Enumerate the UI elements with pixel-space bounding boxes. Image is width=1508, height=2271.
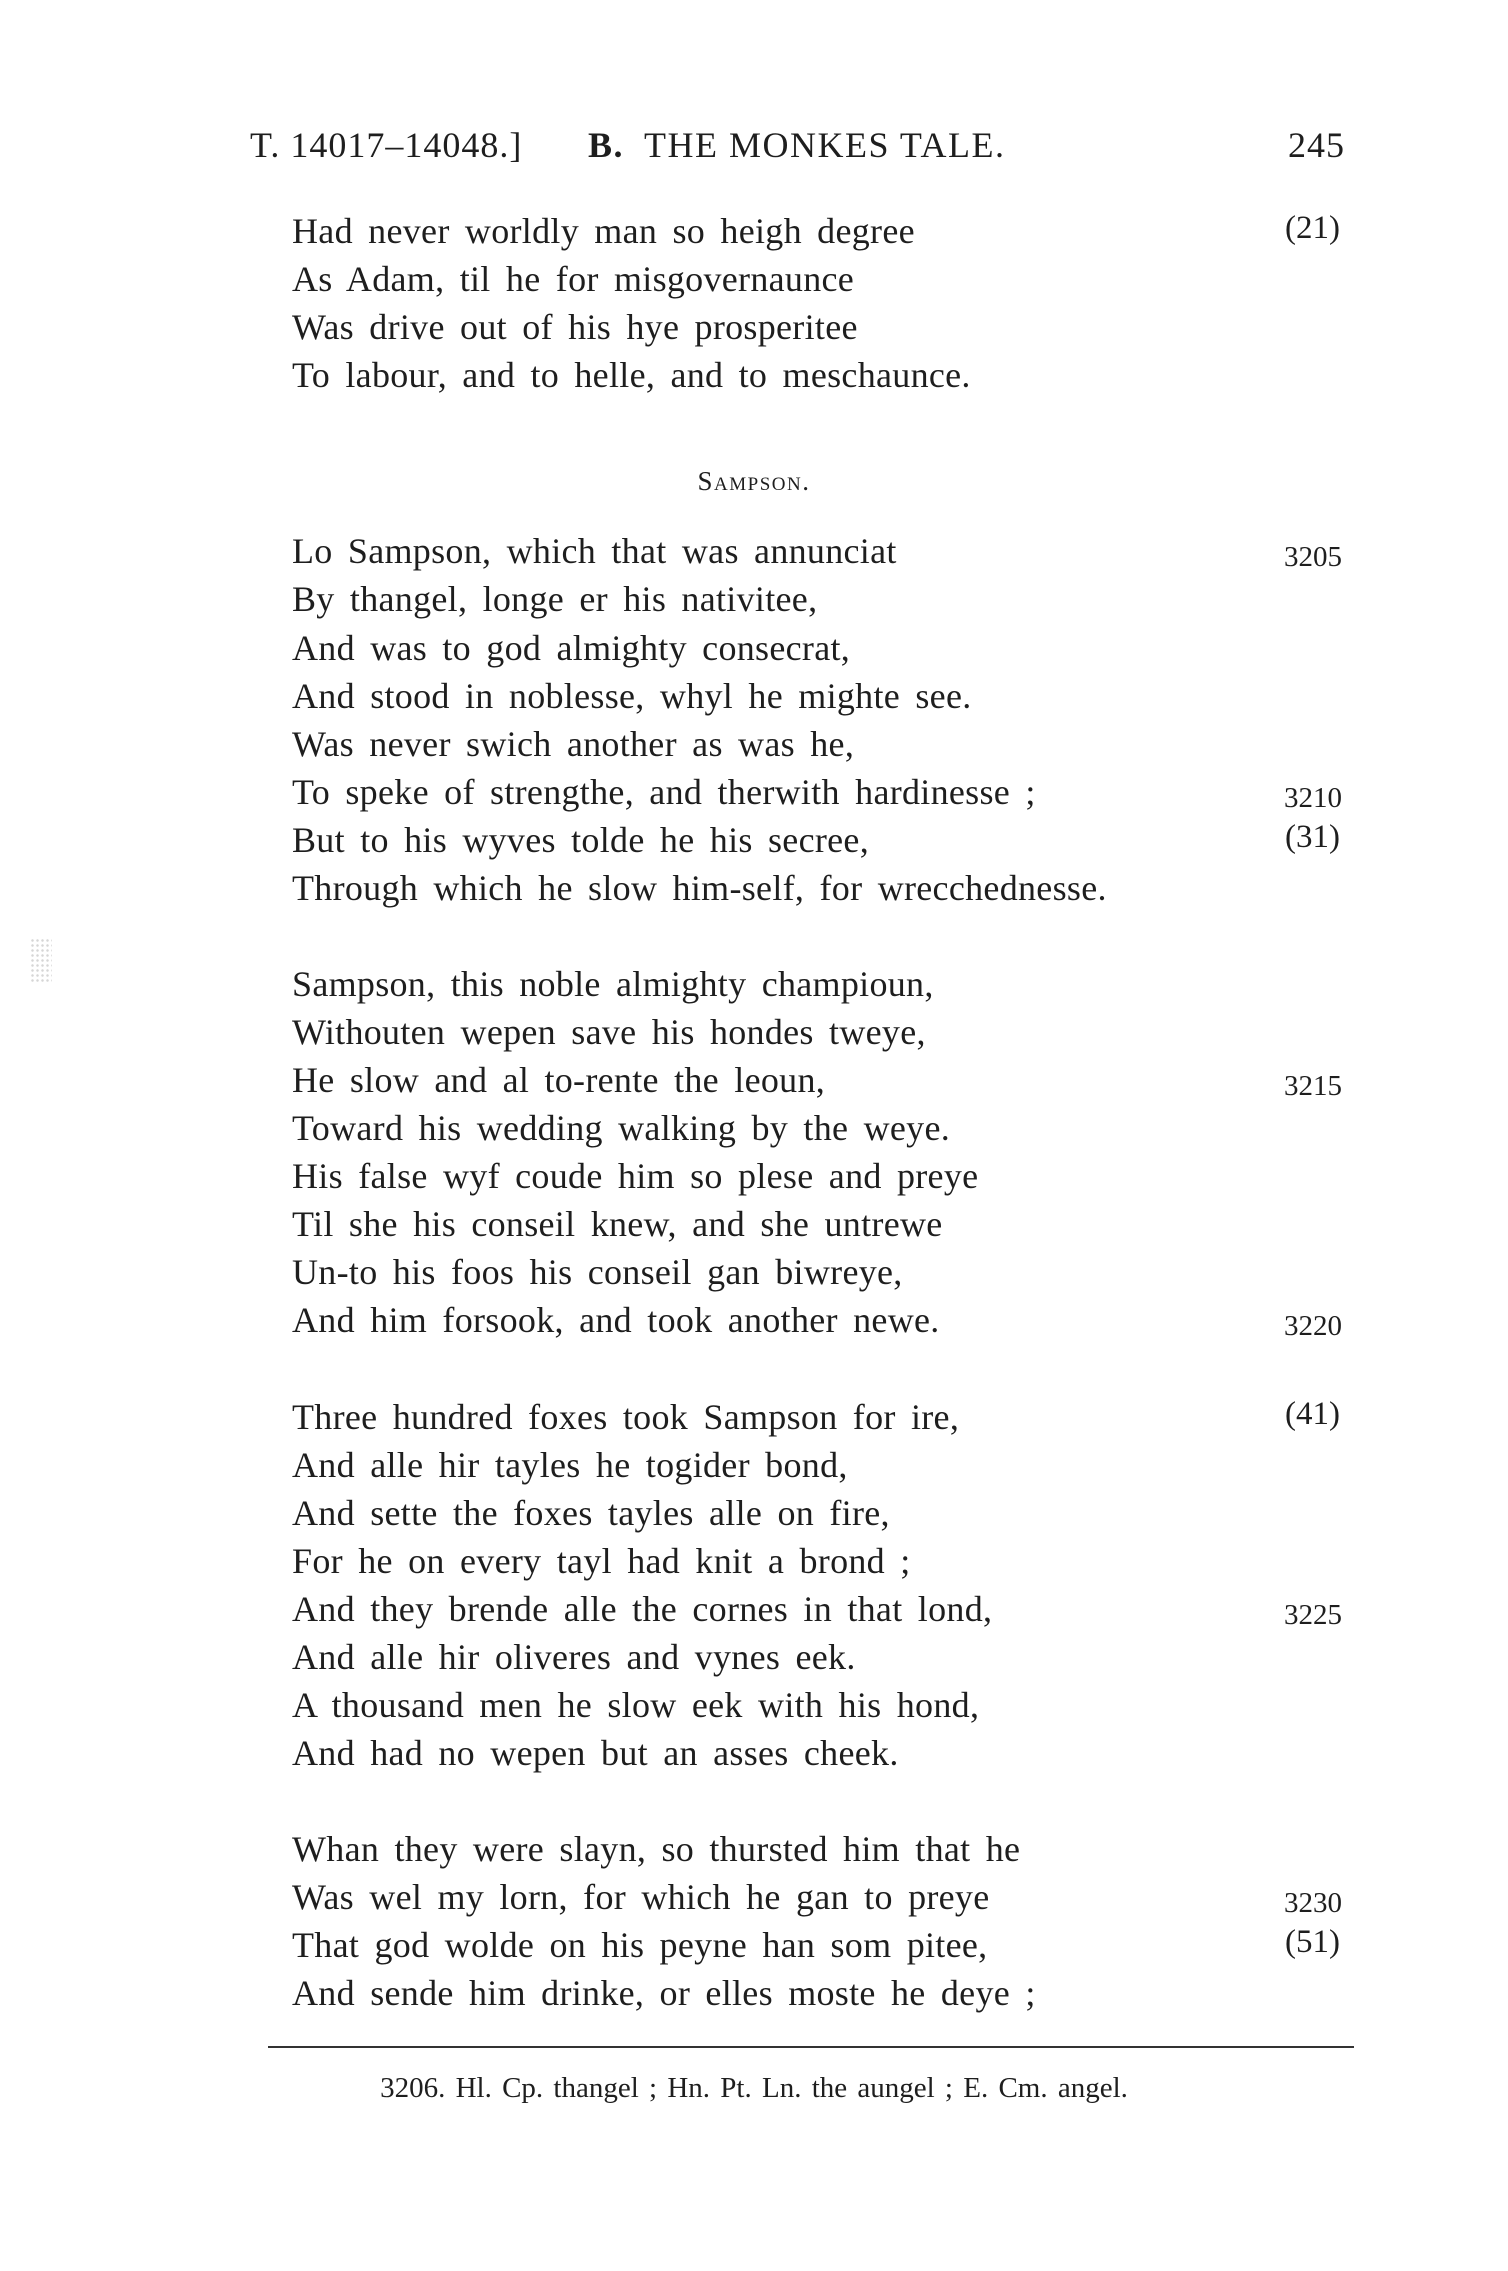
verse-line: And sette the foxes tayles alle on fire, <box>292 1493 890 1533</box>
section-heading: Sampson. <box>697 466 811 496</box>
line-number: 3215 <box>1284 1070 1342 1102</box>
verse-line: And him forsook, and took another newe. <box>292 1300 940 1340</box>
verse-line: Was wel my lorn, for which he gan to preye <box>292 1877 990 1917</box>
verse-line: Sampson, this noble almighty champioun, <box>292 964 934 1004</box>
verse-line: He slow and al to-rente the leoun, <box>292 1060 826 1100</box>
stanza-number: (31) <box>1285 819 1340 855</box>
running-title <box>588 124 1005 166</box>
verse-line: Withouten wepen save his hondes tweye, <box>292 1012 926 1052</box>
verse-line: Lo Sampson, which that was annunciat <box>292 531 897 571</box>
stanza-number: (21) <box>1285 210 1340 246</box>
verse-line: Til she his conseil knew, and she untrewe <box>292 1204 943 1244</box>
verse-line: Was drive out of his hye prosperitee <box>292 307 858 347</box>
verse-line: And sende him drinke, or elles moste he deye ; <box>292 1973 1036 2013</box>
line-number: 3225 <box>1284 1599 1342 1631</box>
stanza-number: (51) <box>1285 1924 1340 1960</box>
verse-line: To labour, and to helle, and to meschaunce. <box>292 355 971 395</box>
line-number: 3230 <box>1284 1887 1342 1919</box>
stanza-number: (41) <box>1285 1396 1340 1432</box>
verse-line: Whan they were slayn, so thursted him that he <box>292 1829 1021 1869</box>
verse-line: Un-to his foos his conseil gan biwreye, <box>292 1252 903 1292</box>
verse-line: But to his wyves tolde he his secree, <box>292 820 869 860</box>
verse-line: Was never swich another as was he, <box>292 724 855 764</box>
verse-line: And stood in noblesse, whyl he mighte see. <box>292 676 972 716</box>
fragment-letter: B. <box>588 125 625 165</box>
verse-line: And they brende alle the cornes in that lond, <box>292 1589 993 1629</box>
line-number: 3205 <box>1284 541 1342 573</box>
verse-line: And alle hir tayles he togider bond, <box>292 1445 848 1485</box>
verse-line: And alle hir oliveres and vynes eek. <box>292 1637 856 1677</box>
verse-line: For he on every tayl had knit a brond ; <box>292 1541 911 1581</box>
verse-line: By thangel, longe er his nativitee, <box>292 579 818 619</box>
verse-line: Had never worldly man so heigh degree <box>292 211 915 251</box>
verse-line: A thousand men he slow eek with his hond, <box>292 1685 980 1725</box>
verse-line: Three hundred foxes took Sampson for ire, <box>292 1397 960 1437</box>
scan-speck <box>30 938 52 984</box>
line-number: 3210 <box>1284 782 1342 814</box>
line-number: 3220 <box>1284 1310 1342 1342</box>
line-reference: T. 14017–14048.] <box>250 125 523 165</box>
footnote-rule <box>268 2046 1354 2048</box>
verse-line: As Adam, til he for misgovernaunce <box>292 259 855 299</box>
verse-line: That god wolde on his peyne han som pitee, <box>292 1925 988 1965</box>
verse-line: To speke of strengthe, and therwith hardinesse ; <box>292 772 1036 812</box>
footnote: 3206. Hl. Cp. thangel ; Hn. Pt. Ln. the aungel ; E. Cm. angel. <box>380 2072 1128 2104</box>
page-number: 245 <box>1288 125 1345 165</box>
running-header <box>250 124 1345 170</box>
verse-line: Toward his wedding walking by the weye. <box>292 1108 951 1148</box>
verse-line: And was to god almighty consecrat, <box>292 628 851 668</box>
verse-line: And had no wepen but an asses cheek. <box>292 1733 899 1773</box>
tale-title: THE MONKES TALE. <box>644 125 1006 165</box>
verse-line: His false wyf coude him so plese and preye <box>292 1156 979 1196</box>
verse-line: Through which he slow him-self, for wrecchednesse. <box>292 868 1107 908</box>
